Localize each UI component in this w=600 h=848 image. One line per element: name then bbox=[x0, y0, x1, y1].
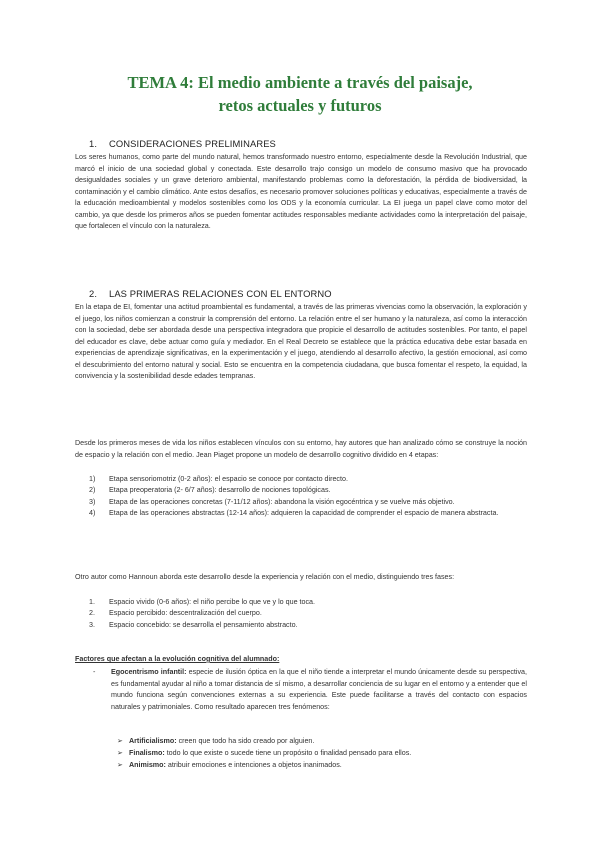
phenomenon-artificialism bbox=[117, 736, 537, 748]
section-1-paragraph: Los seres humanos, como parte del mundo natural, hemos transformado nuestro entorno, especialmente desde la Revolución Industrial, que marcó el inicio de una sociedad global y conectada. Este desarrollo trajo consigo un modelo de consumo masivo que ha provocado desigualdades sociales y un grave deterioro ambiental, manifestando problemas como la deforestación, la pérdida de biodiversidad, la contaminación y el cambio climático. Ante estos desafíos, es necesario promover soluciones políticas y educativas, especialmente a través de la educación medioambiental y modelos sostenibles como los ODS y la economía curricular. La EI juega un papel clave como motor del cambio, ya que desde los primeros años se pueden fomentar actitudes responsables mediante actividades como la interpretación del paisaje, que fortalecen el vínculo con la naturaleza. bbox=[75, 153, 527, 231]
list-item-text: Espacio vivido (0-6 años): el niño percibe lo que ve y lo que toca. bbox=[109, 598, 316, 606]
title-line-1: TEMA 4: El medio ambiente a través del paisaje, bbox=[127, 73, 473, 92]
egocentrism-item bbox=[75, 667, 527, 713]
list-item-text: Espacio percibido: descentralización del cuerpo. bbox=[109, 609, 262, 618]
list-item-text: Etapa de las operaciones abstractas (12-14 años): adquieren la capacidad de comprender el espacio de manera abstracta. bbox=[109, 509, 499, 518]
arrow-bullet-icon: ➢ bbox=[117, 762, 123, 769]
phenomenon-text: creen que todo ha sido creado por alguien. bbox=[176, 737, 315, 745]
list-item bbox=[75, 485, 527, 496]
list-marker: 3. bbox=[89, 620, 95, 629]
phenomenon-animism bbox=[117, 760, 537, 772]
section-2-paragraph-1: En la etapa de EI, fomentar una actitud proambiental es fundamental, a través de las primeras vivencias como la observación, la exploración y el juego, los niños comienzan a construir la comprensión del entorno. La relación entre el ser humano y la naturaleza, así como la interacción con la sociedad, debe ser abordada desde una perspectiva integradora que propicie el desarrollo de actitudes sostenibles. Por tanto, el papel del educador es clave, debe actuar como guía y mediador. En el Real Decreto se establece que la práctica educativa debe estar basada en experiencias de aprendizaje significativas, en la experimentación y el juego, atendiendo al desarrollo afectivo, la gestión emocional, así como el descubrimiento del entorno natural y social. Esto se encuentra en la competencia ciudadana, que busca fomentar el respeto, la equidad, la convivencia y la sostenibilidad desde edades tempranas. bbox=[75, 303, 527, 381]
section-2-paragraph-2: Desde los primeros meses de vida los niños establecen vínculos con su entorno, hay autores que han analizado cómo se construye la noción de espacio y la relación con el medio. Jean Piaget propone un modelo de desarrollo cognitivo dividido en 4 etapas: bbox=[75, 439, 527, 459]
section-2-number: 2. bbox=[89, 288, 98, 299]
egocentrism-body bbox=[111, 667, 527, 713]
section-2-heading bbox=[75, 288, 535, 299]
dash-marker: - bbox=[93, 668, 96, 676]
list-item-text: Espacio concebido: se desarrolla el pensamiento abstracto. bbox=[109, 620, 298, 629]
list-item bbox=[75, 597, 527, 608]
list-marker: 4) bbox=[89, 509, 96, 518]
list-item bbox=[75, 620, 527, 631]
list-marker: 3) bbox=[89, 497, 96, 506]
list-item bbox=[75, 508, 527, 519]
phenomenon-label: Finalismo: bbox=[129, 749, 165, 757]
egocentrism-label: Egocentrismo infantil: bbox=[111, 668, 187, 676]
list-item-text: Etapa sensoriomotriz (0-2 años): el espacio se conoce por contacto directo. bbox=[109, 475, 348, 483]
arrow-bullet-icon: ➢ bbox=[117, 750, 123, 757]
hannoun-phases-list bbox=[75, 597, 527, 631]
egocentrism-text: especie de ilusión óptica en la que el niño tiende a interpretar el mundo únicamente desde su perspectiva, es fundamental ayudar al niño a tomar distancia de sí mismo, a desarrollar conciencia de su lugar en el entorno y a entender que el mundo funciona según convenciones externas a su experiencia. Este puede facilitarse a través del contacto con espacios naturales y patrimoniales. Como resultado aparecen tres fenómenos: bbox=[111, 668, 527, 711]
list-item bbox=[75, 497, 527, 508]
phenomenon-text: atribuir emociones e intenciones a objetos inanimados. bbox=[165, 761, 342, 769]
title-line-2: retos actuales y futuros bbox=[218, 96, 382, 115]
section-1-title: CONSIDERACIONES PRELIMINARES bbox=[109, 138, 276, 149]
list-marker: 2. bbox=[89, 609, 95, 618]
list-marker: 1. bbox=[89, 598, 95, 606]
phenomenon-label: Artificialismo: bbox=[129, 737, 177, 745]
section-1-heading bbox=[75, 138, 535, 149]
list-item bbox=[75, 608, 527, 619]
list-item bbox=[75, 474, 527, 485]
phenomenon-finalism bbox=[117, 748, 537, 760]
phenomenon-text: todo lo que existe o sucede tiene un propósito o finalidad pensado para ellos. bbox=[164, 749, 412, 757]
piaget-stages-list bbox=[75, 474, 527, 520]
list-marker: 1) bbox=[89, 475, 96, 483]
section-2-title: LAS PRIMERAS RELACIONES CON EL ENTORNO bbox=[109, 288, 332, 299]
factors-title: Factores que afectan a la evolución cognitiva del alumnado: bbox=[75, 655, 280, 663]
section-2-paragraph-3: Otro autor como Hannoun aborda este desarrollo desde la experiencia y relación con el medio, distinguiendo tres fases: bbox=[75, 573, 455, 581]
list-item-text: Etapa de las operaciones concretas (7-11/12 años): abandona la visión egocéntrica y se vuelve más objetivo. bbox=[109, 497, 455, 506]
section-1-number: 1. bbox=[89, 138, 98, 149]
list-item-text: Etapa preoperatoria (2- 6/7 años): desarrollo de nociones topológicas. bbox=[109, 486, 331, 495]
arrow-bullet-icon: ➢ bbox=[117, 738, 123, 745]
phenomenon-label: Animismo: bbox=[129, 761, 166, 769]
list-marker: 2) bbox=[89, 486, 96, 495]
